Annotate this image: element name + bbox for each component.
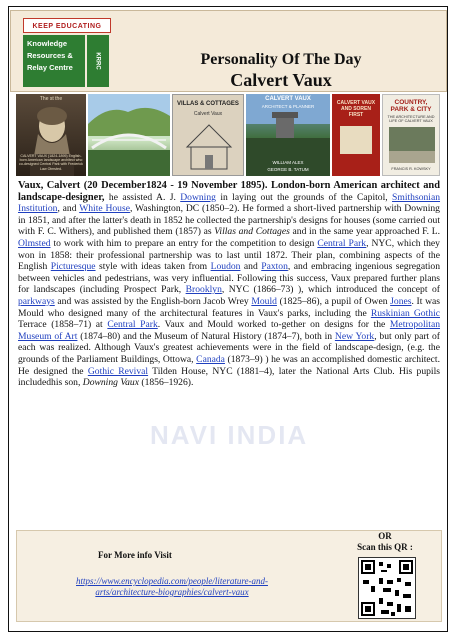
book-architect-planner — [246, 94, 330, 176]
watermark-text: NAVI INDIA — [150, 420, 309, 450]
book-red — [332, 94, 380, 176]
article-text: . It was Mould who designed many of the architectural features in Vaux's parks, including the — [18, 295, 441, 319]
article-text: , NYC, which they won in 1858: their professional partnership was to last until 1872. Their plan, combining aspects of the English — [18, 237, 440, 273]
link-smithsonian[interactable]: Smithsonian Institution — [18, 191, 441, 215]
link-gothic-revival[interactable]: Gothic Revival — [87, 365, 149, 377]
bridge-icon — [88, 94, 170, 176]
image-strip — [16, 94, 440, 176]
person-name: Calvert Vaux — [230, 70, 332, 90]
org-line-2: Resources & — [27, 51, 73, 60]
qr-code-icon — [359, 558, 415, 618]
article-text: (1874–80) and the Museum of Natural History (1874–7), both in — [77, 330, 335, 342]
link-olmsted[interactable]: Olmsted — [18, 237, 51, 249]
italic-downing-vaux: Downing Vaux — [82, 377, 139, 389]
portrait-caption: CALVERT VAUX (1824-1895) English-born American landscape architect who co-designed Central Park with Frederick Law Olmsted. — [19, 154, 83, 171]
book4-subtitle: THE ARCHITECTURE AND LIFE OF CALVERT VAUX — [387, 115, 435, 124]
portrait-photo — [16, 94, 86, 176]
book-villas-cottages — [172, 94, 244, 176]
title-block — [115, 51, 447, 91]
book1-title: VILLAS & COTTAGES — [177, 101, 239, 107]
article-text: , and embracing ingenious segregation between vehicles and pedestrians, was very influential. Following this success, Vaux prepared further plans for landscapes (including Prospect Park, — [18, 261, 441, 296]
book2-author-2: GEORGE B. TATUM — [267, 167, 309, 172]
article-text: to work with him to prepare an entry for the competition to design — [50, 237, 318, 249]
article-text: , Washington, DC (1850–2). He formed a short-lived partnership with Downing in 1851, and after the latter's death in 1852 he collected the partnership's designs for houses (some carried out with F. C. Withers), and published them (1857) as — [18, 203, 440, 238]
book4-author: FRANCIS R. KOWSKY — [391, 167, 431, 171]
book3-title: CALVERT VAUX AND SOREN FIRST — [336, 100, 376, 118]
link-central-park[interactable]: Central Park — [317, 237, 367, 249]
article-text: in laying out the grounds of the Capitol, — [215, 191, 393, 203]
link-jones[interactable]: Jones — [390, 295, 412, 307]
book4-title: COUNTRY, PARK & CITY — [390, 99, 432, 113]
book2-title: CALVERT VAUX — [265, 96, 311, 102]
link-mould[interactable]: Mould — [251, 295, 277, 307]
org-logo-box — [23, 35, 85, 87]
article-text: (1825–86), a pupil of Owen — [276, 295, 391, 307]
link-new-york[interactable]: New York — [334, 330, 375, 342]
article-text: , and — [57, 203, 80, 215]
more-info-label: For More info Visit — [98, 550, 172, 560]
link-parkways[interactable]: parkways — [18, 295, 55, 307]
link-brooklyn[interactable]: Brooklyn — [185, 284, 222, 296]
article-text: (1873–9) ) he was an accomplished domestic architect. He designed the — [18, 353, 440, 377]
book2-author: WILLIAM ALEX — [272, 160, 304, 165]
source-url-link[interactable]: https://www.encyclopedia.com/people/literature-and-arts/architecture-biographies/calvert-vaux — [76, 576, 268, 597]
book-country-park-city — [382, 94, 440, 176]
link-canada[interactable]: Canada — [196, 353, 225, 365]
article-text: , NYC (1866–73) ), which introduced the concept of — [221, 284, 440, 296]
article-lead: Vaux, Calvert (20 December1824 - 19 November 1895). London-born American architect and landscape-designer, — [18, 180, 440, 203]
or-text: OR — [378, 531, 392, 541]
book3-cover-art — [340, 126, 372, 154]
link-paxton[interactable]: Paxton — [261, 261, 288, 273]
article-text: and in the same year approached F. L. — [289, 226, 440, 238]
keep-educating-tag: KEEP EDUCATING — [23, 18, 111, 33]
scan-text: Scan this QR : — [357, 542, 413, 552]
article-text: , but only part of each was realized. Although Vaux's greatest achievements were in the field of landscape-design, (e.g. the grounds of the Parliament Buildings, Ottowa, — [18, 330, 440, 365]
org-line-1: Knowledge — [27, 39, 68, 48]
link-loudon[interactable]: Loudon — [210, 261, 241, 273]
article-body — [18, 180, 440, 389]
qr-code[interactable] — [358, 557, 416, 619]
org-line-3: Relay Centre — [27, 63, 73, 72]
book1-author: Calvert Vaux — [193, 111, 223, 117]
link-downing[interactable]: Downing — [180, 191, 216, 203]
article-text: Tilden House, NYC (1881–4), later the National Arts Club. His pupils includedhis son, — [18, 365, 440, 389]
link-central-park-2[interactable]: Central Park — [107, 319, 158, 331]
link-picturesque[interactable]: Picturesque — [50, 261, 96, 273]
link-white-house[interactable]: White House — [79, 203, 130, 215]
link-ruskinian-gothic[interactable]: Ruskinian Gothic — [370, 307, 440, 319]
article-text: and was assisted by the English-born Jacob Wrey — [54, 295, 252, 307]
qr-label — [340, 531, 430, 553]
article-text: style with ideas taken from — [95, 261, 211, 273]
article-text: Terrace (1858–71) at — [18, 319, 108, 331]
article-text: and — [240, 261, 262, 273]
trees-photo-icon — [383, 95, 440, 176]
article-text: (1856–1926). — [139, 377, 194, 389]
header-banner — [10, 10, 447, 92]
vertical-badge-text: KRRC — [95, 52, 101, 70]
bridge-photo — [88, 94, 170, 176]
section-title: Personality Of The Day — [200, 51, 362, 68]
article-text: he assisted A. J. — [104, 191, 181, 203]
book2-subtitle: ARCHITECT & PLANNER — [261, 104, 315, 109]
portrait-caption-top: The st the — [39, 96, 63, 102]
article-text: . Vaux and Mould worked to-gether on designs for the — [157, 319, 390, 331]
org-vertical-badge — [87, 35, 109, 87]
italic-villas-cottages: Villas and Cottages — [214, 226, 290, 238]
link-metropolitan-museum[interactable]: Metropolitan Museum of Art — [18, 319, 440, 342]
house-drawing-icon — [173, 95, 244, 176]
